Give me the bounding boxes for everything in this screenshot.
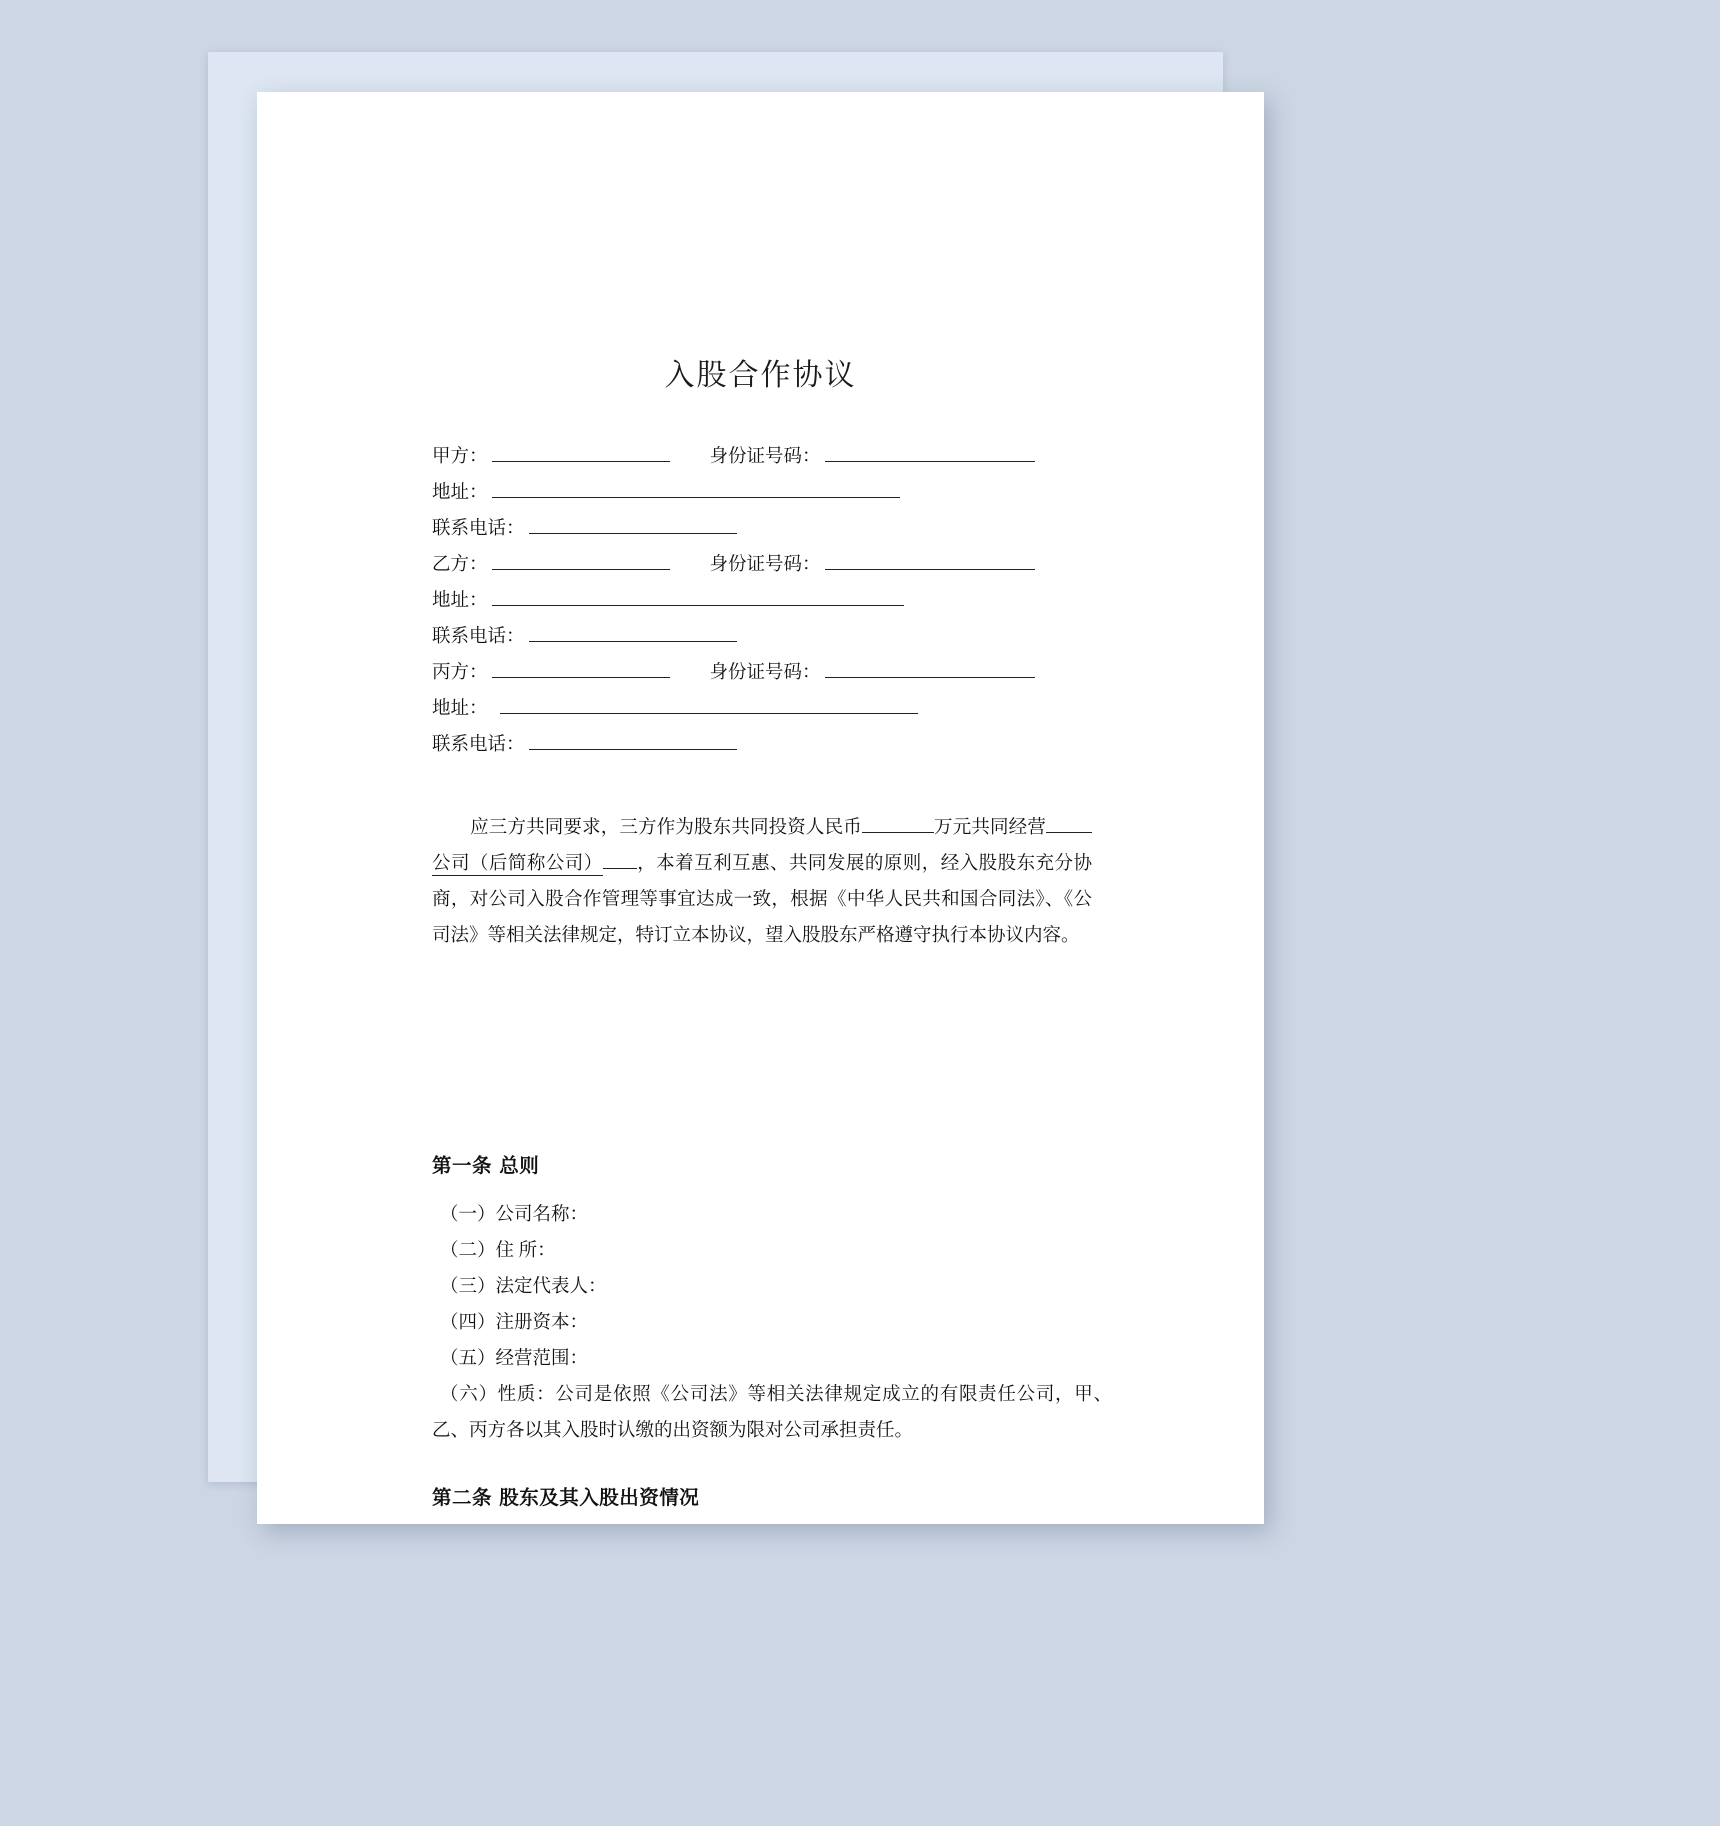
party-row-phone-c (432, 732, 1232, 768)
party-a-phone-label: 联系电话： (432, 519, 525, 539)
party-b-phone-blank[interactable] (529, 624, 737, 642)
preamble-paragraph (432, 810, 1092, 954)
party-c-address-blank[interactable] (500, 696, 918, 714)
party-row-name-b (432, 552, 1232, 588)
clause-one-item-4: （四）注册资本： (440, 1313, 589, 1333)
party-row-name-a (432, 444, 1232, 480)
party-b-address-label: 地址： (432, 591, 488, 611)
clause-one-item-1: （一）公司名称： (440, 1205, 589, 1225)
party-b-id-label: 身份证号码： (709, 555, 821, 575)
party-b-address-blank[interactable] (492, 588, 904, 606)
document-page (257, 92, 1264, 1524)
party-a-name-blank[interactable] (492, 444, 670, 462)
party-row-phone-b (432, 624, 1232, 660)
clause-one-heading: 第一条 总则 (432, 1154, 540, 1177)
party-row-name-c (432, 660, 1232, 696)
party-row-address-c (432, 696, 1232, 732)
party-c-role-label: 丙方： (432, 663, 488, 683)
party-a-role-label: 甲方： (432, 447, 488, 467)
party-c-name-blank[interactable] (492, 660, 670, 678)
party-b-phone-label: 联系电话： (432, 627, 525, 647)
clause-one-item-2: （二）住 所： (440, 1241, 556, 1261)
party-a-address-blank[interactable] (492, 480, 900, 498)
party-c-id-blank[interactable] (825, 660, 1035, 678)
party-a-phone-blank[interactable] (529, 516, 737, 534)
clause-one-item-list (432, 1197, 1112, 1449)
party-a-address-label: 地址： (432, 483, 488, 503)
party-b-id-blank[interactable] (825, 552, 1035, 570)
party-row-address-a (432, 480, 1232, 516)
company-name-blank-part2[interactable] (603, 852, 637, 869)
party-c-phone-label: 联系电话： (432, 735, 525, 755)
party-a-id-blank[interactable] (825, 444, 1035, 462)
party-c-address-label: 地址： (432, 699, 488, 719)
preamble-segment-1: 应三方共同要求，三方作为股东共同投资人民币 (470, 818, 862, 838)
clause-one-item-6: （六）性质：公司是依照《公司法》等相关法律规定成立的有限责任公司，甲、乙、丙方各以其入股时认缴的出资额为限对公司承担责任。 (432, 1385, 1112, 1441)
party-b-role-label: 乙方： (432, 555, 488, 575)
preamble-segment-3: 公司（后简称公司） (432, 854, 603, 874)
preamble-segment-4: ，本着互利互惠、共同发展的原则，经入股股东充分协商，对公司入股合作管理等事宜达成一致，根据《中华人民共和国合同法》、《公司法》等相关法律规定，特订立本协议，望入股股东严格遵守执行本协议内容。 (432, 854, 1092, 946)
clause-two-heading: 第二条 股东及其入股出资情况 (432, 1486, 700, 1509)
party-c-id-label: 身份证号码： (709, 663, 821, 683)
clause-one-item-5: （五）经营范围： (440, 1349, 589, 1369)
party-a-id-label: 身份证号码： (709, 447, 821, 467)
document-page-content (257, 92, 1264, 1524)
company-name-blank-part1[interactable] (1046, 816, 1092, 833)
investment-amount-blank[interactable] (862, 816, 934, 833)
party-c-phone-blank[interactable] (529, 732, 737, 750)
page-title: 入股合作协议 (664, 358, 857, 393)
party-row-phone-a (432, 516, 1232, 552)
clause-one-item-3: （三）法定代表人： (440, 1277, 607, 1297)
party-row-address-b (432, 588, 1232, 624)
preamble-segment-2: 万元共同经营 (933, 818, 1046, 838)
party-b-name-blank[interactable] (492, 552, 670, 570)
party-information-block (432, 444, 1232, 768)
